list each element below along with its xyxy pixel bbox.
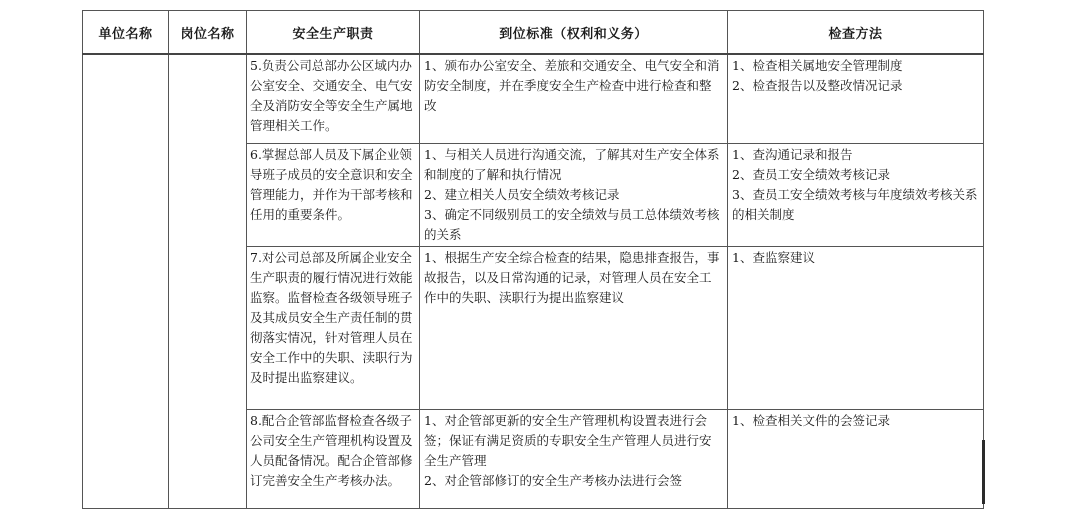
check-item: 1、检查相关属地安全管理制度: [732, 58, 903, 73]
standard-cell: [420, 144, 728, 247]
duty-cell: [247, 54, 420, 144]
duty-cell: [247, 247, 420, 410]
page-edge-mark: [982, 440, 985, 504]
standard-item: 2、建立相关人员安全绩效考核记录: [424, 187, 620, 202]
duty-cell: [247, 144, 420, 247]
header-unit-name: 单位名称: [83, 11, 169, 55]
check-item: 1、检查相关文件的会签记录: [732, 413, 890, 428]
standard-item: 3、确定不同级别员工的安全绩效与员工总体绩效考核的关系: [424, 207, 720, 242]
check-item: 1、查监察建议: [732, 250, 815, 265]
standard-item: 1、对企管部更新的安全生产管理机构设置表进行会签；保证有满足资质的专职安全生产管理人员进行安全生产管理: [424, 413, 712, 468]
check-cell: [728, 54, 984, 144]
duty-text: 7.对公司总部及所属企业安全生产职责的履行情况进行效能监察。监督检查各级领导班子及其成员安全生产责任制的贯彻落实情况，针对管理人员在安全工作中的失职、渎职行为及时提出监察建议。: [250, 250, 413, 385]
check-item: 3、查员工安全绩效考核与年度绩效考核关系的相关制度: [732, 187, 978, 222]
header-standard: 到位标准（权利和义务）: [420, 11, 728, 55]
standard-cell: [420, 54, 728, 144]
responsibility-table: [82, 10, 984, 509]
header-safety-duty: 安全生产职责: [247, 11, 420, 55]
duty-text: 8.配合企管部监督检查各级子公司安全生产管理机构设置及人员配备情况。配合企管部修订完善安全生产考核办法。: [250, 413, 413, 488]
check-item: 2、检查报告以及整改情况记录: [732, 78, 903, 93]
standard-item: 1、与相关人员进行沟通交流，了解其对生产安全体系和制度的了解和执行情况: [424, 147, 720, 182]
standard-item: 1、根据生产安全综合检查的结果，隐患排查报告，事故报告，以及日常沟通的记录，对管理人员在安全工作中的失职、渎职行为提出监察建议: [424, 250, 720, 305]
unit-name-cell: [83, 54, 169, 509]
duty-text: 5.负责公司总部办公区域内办公室安全、交通安全、电气安全及消防安全等安全生产属地管理相关工作。: [250, 58, 413, 133]
position-name-cell: [169, 54, 247, 509]
header-position-name: 岗位名称: [169, 11, 247, 55]
table-row: [83, 54, 984, 144]
standard-item: 1、颁布办公室安全、差旅和交通安全、电气安全和消防安全制度，并在季度安全生产检查中进行检查和整改: [424, 58, 720, 113]
check-cell: [728, 410, 984, 509]
check-item: 1、查沟通记录和报告: [732, 147, 853, 162]
standard-cell: [420, 410, 728, 509]
standard-item: 2、对企管部修订的安全生产考核办法进行会签: [424, 473, 682, 488]
check-cell: [728, 144, 984, 247]
check-cell: [728, 247, 984, 410]
standard-cell: [420, 247, 728, 410]
table-header-row: [83, 11, 984, 55]
header-check-method: 检查方法: [728, 11, 984, 55]
check-item: 2、查员工安全绩效考核记录: [732, 167, 890, 182]
duty-text: 6.掌握总部人员及下属企业领导班子成员的安全意识和安全管理能力，并作为干部考核和任用的重要条件。: [250, 147, 413, 222]
duty-cell: [247, 410, 420, 509]
